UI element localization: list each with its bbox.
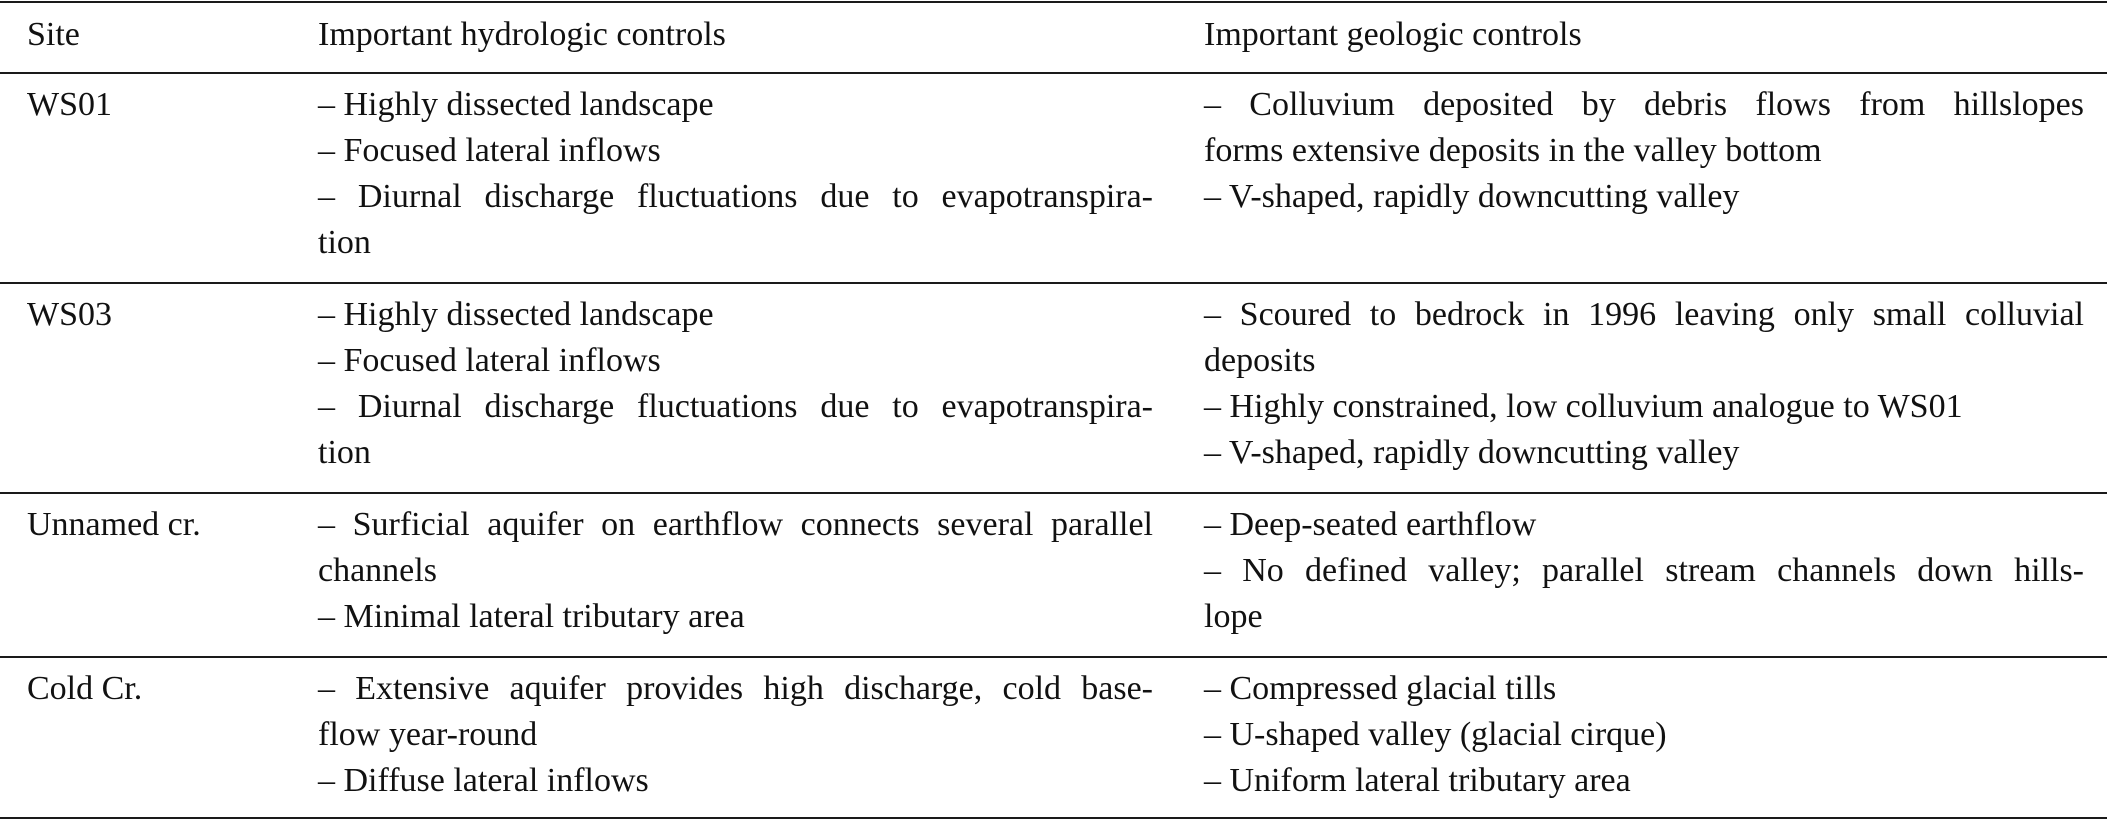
hydro-line: tion <box>318 434 371 471</box>
site-label: Cold Cr. <box>27 670 143 707</box>
row-unnamed-hydrologic <box>318 502 1153 640</box>
hydro-line: – Diurnal discharge fluctuations due to evapotranspira- <box>318 178 1153 215</box>
geo-line: – U-shaped valley (glacial cirque) <box>1204 716 1667 753</box>
geo-line: – V-shaped, rapidly downcutting valley <box>1204 178 1740 215</box>
geo-line: – No defined valley; parallel stream channels down hills- <box>1204 552 2084 589</box>
header-site <box>27 12 287 58</box>
geo-line: forms extensive deposits in the valley bottom <box>1204 132 1822 169</box>
row-coldcr-site <box>27 666 287 712</box>
top-rule <box>0 1 2107 3</box>
hydro-line: tion <box>318 224 371 261</box>
row-unnamed-site <box>27 502 287 548</box>
row-coldcr-hydrologic <box>318 666 1153 804</box>
header-geologic-label: Important geologic controls <box>1204 16 1582 53</box>
hydro-line: channels <box>318 552 437 589</box>
geo-line: – Colluvium deposited by debris flows from hillslopes <box>1204 86 2084 123</box>
geo-line: deposits <box>1204 342 1316 379</box>
geo-line: lope <box>1204 598 1263 635</box>
hydro-line: – Minimal lateral tributary area <box>318 598 745 635</box>
site-label: WS03 <box>27 296 112 333</box>
header-hydrologic-label: Important hydrologic controls <box>318 16 726 53</box>
row-divider <box>0 282 2107 284</box>
row-ws01-geologic <box>1204 82 2084 220</box>
site-label: Unnamed cr. <box>27 506 201 543</box>
hydro-line: – Diffuse lateral inflows <box>318 762 649 799</box>
row-divider <box>0 492 2107 494</box>
row-coldcr-geologic <box>1204 666 2084 804</box>
hydro-line: – Diurnal discharge fluctuations due to evapotranspira- <box>318 388 1153 425</box>
header-rule <box>0 72 2107 74</box>
geo-line: – V-shaped, rapidly downcutting valley <box>1204 434 1740 471</box>
hydro-line: – Focused lateral inflows <box>318 132 661 169</box>
geo-line: – Uniform lateral tributary area <box>1204 762 1631 799</box>
row-ws03-site <box>27 292 287 338</box>
row-divider <box>0 656 2107 658</box>
hydro-line: – Highly dissected landscape <box>318 86 714 123</box>
row-unnamed-geologic <box>1204 502 2084 640</box>
hydro-line: – Extensive aquifer provides high discharge, cold base- <box>318 670 1153 707</box>
hydro-line: flow year-round <box>318 716 538 753</box>
hydro-line: – Surficial aquifer on earthflow connects several parallel <box>318 506 1153 543</box>
geo-line: – Highly constrained, low colluvium analogue to WS01 <box>1204 388 1963 425</box>
geo-line: – Compressed glacial tills <box>1204 670 1557 707</box>
row-ws03-hydrologic <box>318 292 1153 476</box>
site-label: WS01 <box>27 86 112 123</box>
row-ws01-site <box>27 82 287 128</box>
bottom-rule <box>0 817 2107 819</box>
hydro-line: – Highly dissected landscape <box>318 296 714 333</box>
header-geologic <box>1204 12 2084 58</box>
geo-line: – Deep-seated earthflow <box>1204 506 1537 543</box>
geo-line: – Scoured to bedrock in 1996 leaving only small colluvial <box>1204 296 2084 333</box>
hydro-line: – Focused lateral inflows <box>318 342 661 379</box>
row-ws01-hydrologic <box>318 82 1153 266</box>
header-site-label: Site <box>27 16 80 53</box>
header-hydrologic <box>318 12 1153 58</box>
row-ws03-geologic <box>1204 292 2084 476</box>
